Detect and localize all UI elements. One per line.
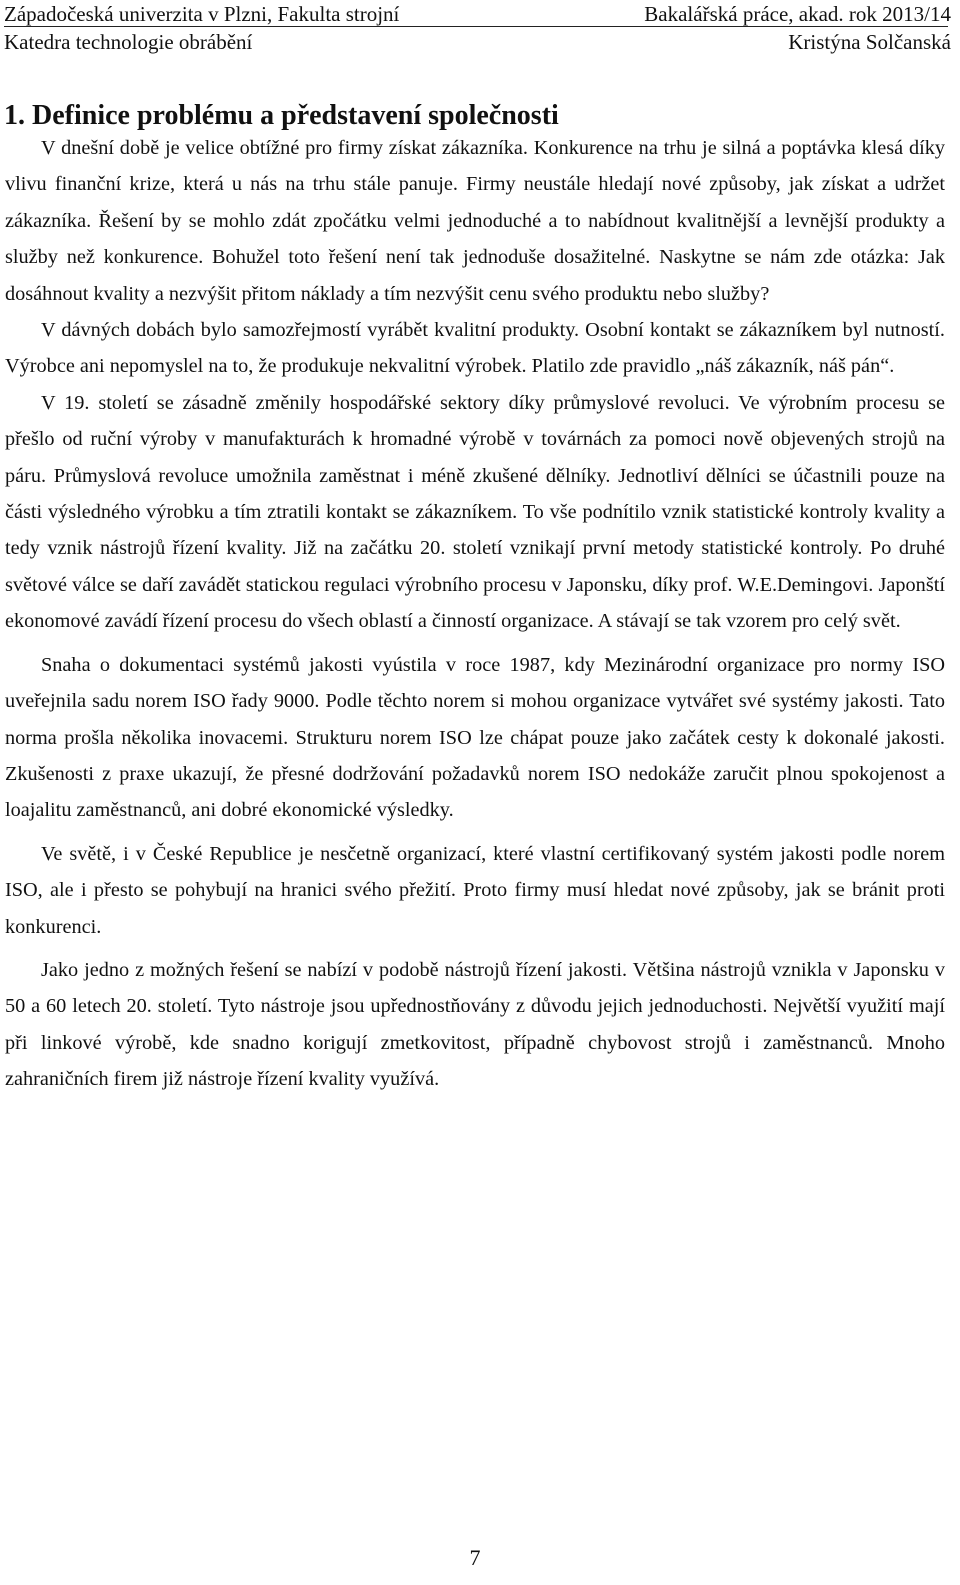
paragraph: V dávných dobách bylo samozřejmostí vyrábět kvalitní produkty. Osobní kontakt se zákazníkem byl nutností. Výrobce ani nepomyslel na to, že produkuje nekvalitní výrobek. Platilo zde pravidlo „náš zákazník, náš pán“. (5, 319, 945, 378)
paragraph: V dnešní době je velice obtížné pro firmy získat zákazníka. Konkurence na trhu je silná a poptávka klesá díky vlivu finanční krize, která u nás na trhu stále panuje. Firmy neustále hledají nové způsoby, jak získat a udržet zákazníka. Řešení by se mohlo zdát zpočátku velmi jednoduché a to nabídnout kvalitnější a levnější produkty a služby než konkurence. Bohužel toto řešení není tak jednoduše dosažitelné. Naskytne se nám zde otázka: Jak dosáhnout kvality a nezvýšit přitom náklady a tím nezvýšit cenu svého produktu nebo služby? (5, 137, 945, 305)
paragraph: V 19. století se zásadně změnily hospodářské sektory díky průmyslové revoluci. Ve výrobním procesu se přešlo od ruční výroby v manufakturách k hromadné výrobě v továrnách za pomoci nově objevených strojů na páru. Průmyslová revoluce umožnila zaměstnat i méně zkušené dělníky. Jednotliví dělníci se účastnili pouze na části výsledného výrobku a tím ztratili kontakt se zákazníkem. To vše podnítilo vznik statistické kontroly kvality a tedy vznik nástrojů řízení kvality. Již na začátku 20. století vznikají první metody statistické kontroly. Po druhé světové válce se daří zavádět statickou regulaci výrobního procesu v Japonsku, díky prof. W.E.Demingovi. Japonští ekonomové zavádí řízení procesu do všech oblastí a činností organizace. A stávají se tak vzorem pro celý svět. (5, 391, 945, 633)
section-title: 1. Definice problému a představení společnosti (4, 100, 559, 131)
paragraph: Jako jedno z možných řešení se nabízí v podobě nástrojů řízení jakosti. Většina nástrojů vznikla v Japonsku v 50 a 60 letech 20. století. Tyto nástroje jsou upřednostňovány z důvodu jejich jednoduchosti. Největší využití mají při linkové výrobě, kde snadno korigují zmetkovitost, případně chybovost strojů i zaměstnanců. Mnoho zahraničních firem již nástroje řízení kvality využívá. (5, 958, 945, 1091)
paragraph: Snaha o dokumentaci systémů jakosti vyústila v roce 1987, kdy Mezinárodní organizace pro normy ISO uveřejnila sadu norem ISO řady 9000. Podle těchto norem si mohou organizace vytvářet své systémy jakosti. Tato norma prošla několika inovacemi. Strukturu norem ISO lze chápat pouze jako začátek cesty k dokonalé jakosti. Zkušenosti z praxe ukazují, že přesné dodržování požadavků norem ISO nedokáže zaručit plnou spokojenost a loajalitu zaměstnanců, ani dobré ekonomické výsledky. (5, 653, 945, 822)
header-department: Katedra technologie obrábění (4, 30, 253, 54)
page-number: 7 (469, 1545, 481, 1570)
header-university: Západočeská univerzita v Plzni, Fakulta strojní (4, 2, 400, 26)
running-header-line-1 (4, 3, 951, 27)
body-text (5, 130, 945, 1098)
paragraph: Ve světě, i v České Republice je nesčetně organizací, které vlastní certifikovaný systém jakosti podle norem ISO, ale i přesto se pohybují na hranici svého přežití. Proto firmy musí hledat nové způsoby, jak se bránit proti konkurenci. (5, 842, 945, 938)
header-thesis-info: Bakalářská práce, akad. rok 2013/14 (644, 2, 951, 26)
header-author: Kristýna Solčanská (788, 30, 951, 54)
header-divider (4, 26, 948, 27)
running-header-line-2 (4, 31, 951, 55)
